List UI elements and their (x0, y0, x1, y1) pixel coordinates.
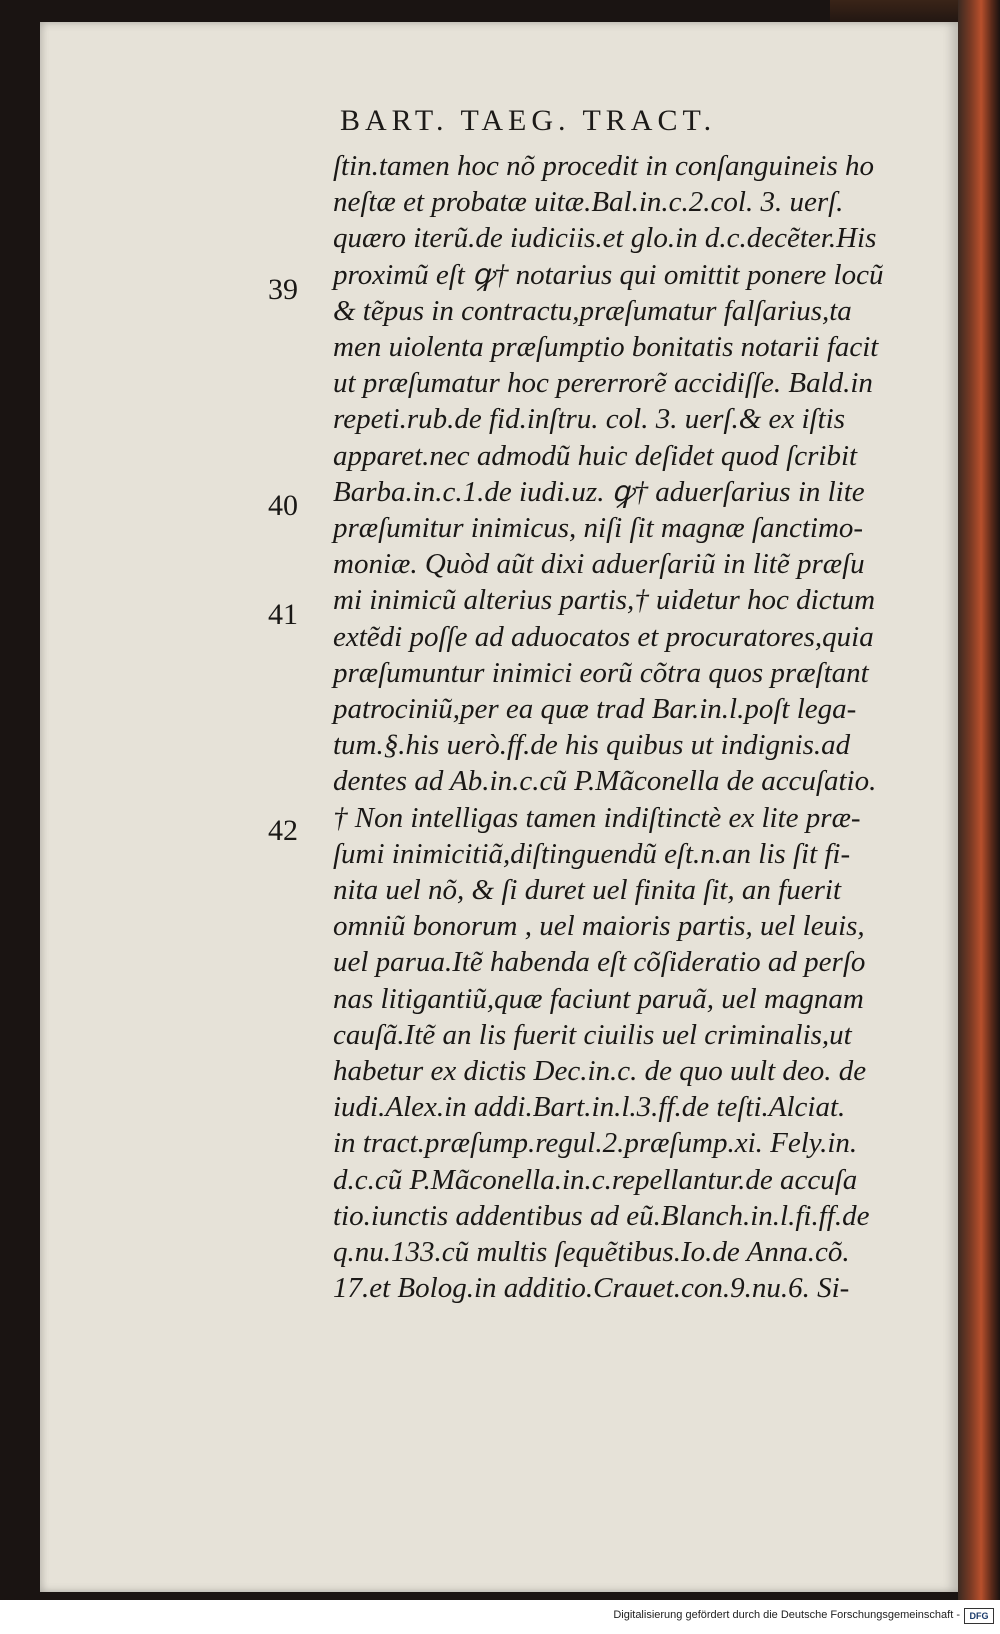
text-line: Barba.in.c.1.de iudi.uz. ꝙ† aduerſarius in lite (333, 475, 865, 508)
text-line: nita uel nõ, & ſi duret uel finita ſit, an fuerit (333, 874, 842, 906)
text-line: cauſã.Itẽ an lis fuerit ciuilis uel criminalis,ut (333, 1018, 852, 1051)
text-line: neſtæ et probatæ uitæ.Bal.in.c.2.col. 3. uerſ. (333, 186, 844, 219)
text-line: ſtin.tamen hoc nõ procedit in conſanguineis ho (333, 150, 874, 182)
text-line: 17.et Bolog.in additio.Crauet.con.9.nu.6. Si- (333, 1272, 850, 1305)
margin-number-41: 41 (268, 598, 298, 631)
margin-number-40: 40 (268, 489, 298, 522)
margin-number-39: 39 (268, 273, 298, 306)
text-line: moniæ. Quòd aũt dixi aduerſariũ in litẽ præſu (333, 548, 865, 581)
running-header: BART. TAEG. TRACT. (340, 104, 717, 137)
text-line: d.c.cũ P.Mãconella.in.c.repellantur.de accuſa (333, 1163, 858, 1196)
text-line: iudi.Alex.in addi.Bart.in.l.3.ff.de teſti.Alciat. (333, 1091, 846, 1124)
funding-credit: Digitalisierung gefördert durch die Deutsche Forschungsgemeinschaft - (613, 1609, 960, 1621)
text-line: apparet.nec admodũ huic deſidet quod ſcribit (333, 439, 858, 472)
text-line: mi inimicũ alterius partis,† uidetur hoc dictum (333, 584, 876, 617)
text-line: habetur ex dictis Dec.in.c. de quo uult deo. de (333, 1055, 867, 1087)
dfg-logo: DFG (964, 1608, 994, 1624)
text-line: uel parua.Itẽ habenda eſt cõſideratio ad perſo (333, 946, 866, 979)
text-line: in tract.præſump.regul.2.præſump.xi. Fely.in. (333, 1127, 858, 1160)
text-line: men uiolenta præſumptio bonitatis notarii facit (333, 331, 879, 363)
text-line: extẽdi poſſe ad aduocatos et procuratores,quia (333, 620, 874, 653)
text-line: † Non intelligas tamen indiſtinctè ex lite præ- (333, 801, 861, 834)
text-line: ſumi inimicitiã,diſtinguendũ eſt.n.an lis ſit fi- (333, 837, 851, 870)
text-line: & tẽpus in contractu,præſumatur falſarius,ta (333, 294, 852, 327)
text-line: nas litigantiũ,quæ faciunt paruã, uel magnam (333, 982, 864, 1015)
text-line: præſumuntur inimici eorũ cõtra quos præſtant (333, 656, 869, 689)
text-line: omniũ bonorum , uel maioris partis, uel leuis, (333, 910, 865, 943)
text-line: tio.iunctis addentibus ad eũ.Blanch.in.l.fi.ff.de (333, 1199, 870, 1232)
text-line: præſumitur inimicus, niſi ſit magnæ ſanctimo- (333, 512, 864, 544)
book-edge-right (958, 0, 1000, 1600)
text-line: ut præſumatur hoc pererrorẽ accidiſſe. Bald.in (333, 367, 873, 400)
margin-number-42: 42 (268, 814, 298, 847)
text-line: proximũ eſt ꝙ† notarius qui omittit ponere locũ (333, 258, 884, 291)
text-line: dentes ad Ab.in.c.cũ P.Mãconella de accuſatio. (333, 765, 877, 798)
text-line: repeti.rub.de fid.inſtru. col. 3. uerſ.& ex iſtis (333, 403, 846, 436)
text-line: tum.§.his uerò.ff.de his quibus ut indignis.ad (333, 729, 851, 762)
text-line: patrociniũ,per ea quæ trad Bar.in.l.poſt lega- (333, 693, 857, 725)
text-line: q.nu.133.cũ multis ſequẽtibus.Io.de Anna.cõ. (333, 1236, 850, 1268)
text-line: quæro iterũ.de iudiciis.et glo.in d.c.decẽter.His (333, 222, 877, 255)
